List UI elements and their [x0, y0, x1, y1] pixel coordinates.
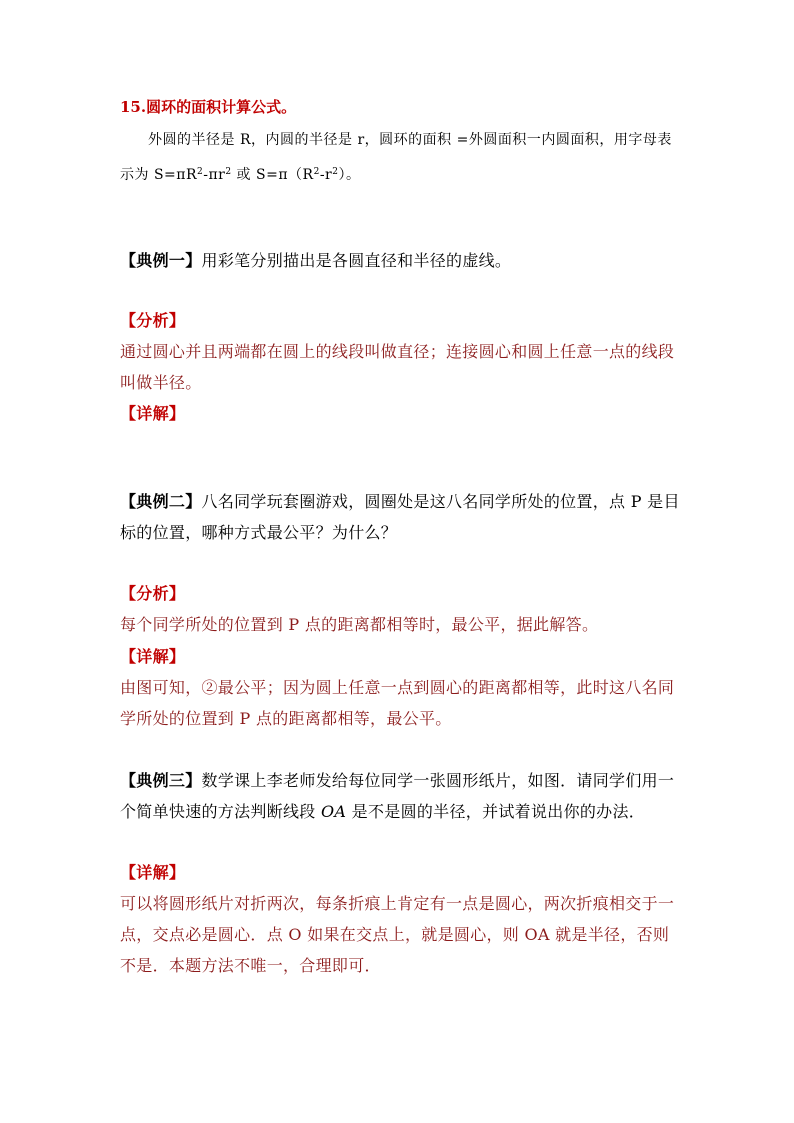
example-2-detail: 由图可知，②最公平；因为圆上任意一点到圆心的距离都相等，此时这八名同学所处的位置到 P 点的距离都相等，最公平。	[120, 678, 675, 728]
example-2-detail-label: 【详解】	[120, 647, 186, 666]
example-1-question: 【典例一】用彩笔分别描出是各圆直径和半径的虚线。	[120, 251, 512, 270]
example-2-analysis: 每个同学所处的位置到 P 点的距离都相等时，最公平，据此解答。	[120, 615, 599, 634]
example-3-question: 【典例三】数学课上李老师发给每位同学一张圆形纸片，如图．请同学们用一个简单快速的方法判断线段 OA 是不是圆的半径，并试着说出你的办法．	[120, 771, 675, 821]
section-15-title: 15.圆环的面积计算公式。	[120, 98, 297, 116]
example-2-analysis-label: 【分析】	[120, 584, 186, 603]
example-1-analysis-label: 【分析】	[120, 311, 186, 330]
example-1-detail-label: 【详解】	[120, 404, 186, 423]
example-1-label: 【典例一】	[120, 251, 202, 270]
example-2-label: 【典例二】	[120, 492, 202, 511]
segment-oa-label: OA	[321, 802, 347, 821]
section-15-paragraph: 外圆的半径是 R，内圆的半径是 r，圆环的面积 =外圆面积一内圆面积，用字母表示为 $S=\pi R^2-\pi r^2$ 或 $S=\pi(R^2-r^2)$。	[120, 132, 672, 183]
example-3-label: 【典例三】	[120, 771, 202, 790]
example-2-question: 【典例二】八名同学玩套圈游戏，圆圈处是这八名同学所处的位置，点 P 是目标的位置，哪种方式最公平？为什么？	[120, 492, 680, 542]
example-3-detail-label: 【详解】	[120, 863, 186, 882]
example-1-analysis: 通过圆心并且两端都在圆上的线段叫做直径；连接圆心和圆上任意一点的线段叫做半径。	[120, 342, 675, 392]
example-3-detail: 可以将圆形纸片对折两次，每条折痕上肯定有一点是圆心，两次折痕相交于一点，交点必是圆心．点 O 如果在交点上，就是圆心，则 OA 就是半径，否则不是．本题方法不唯一，合理即可．	[120, 894, 675, 975]
